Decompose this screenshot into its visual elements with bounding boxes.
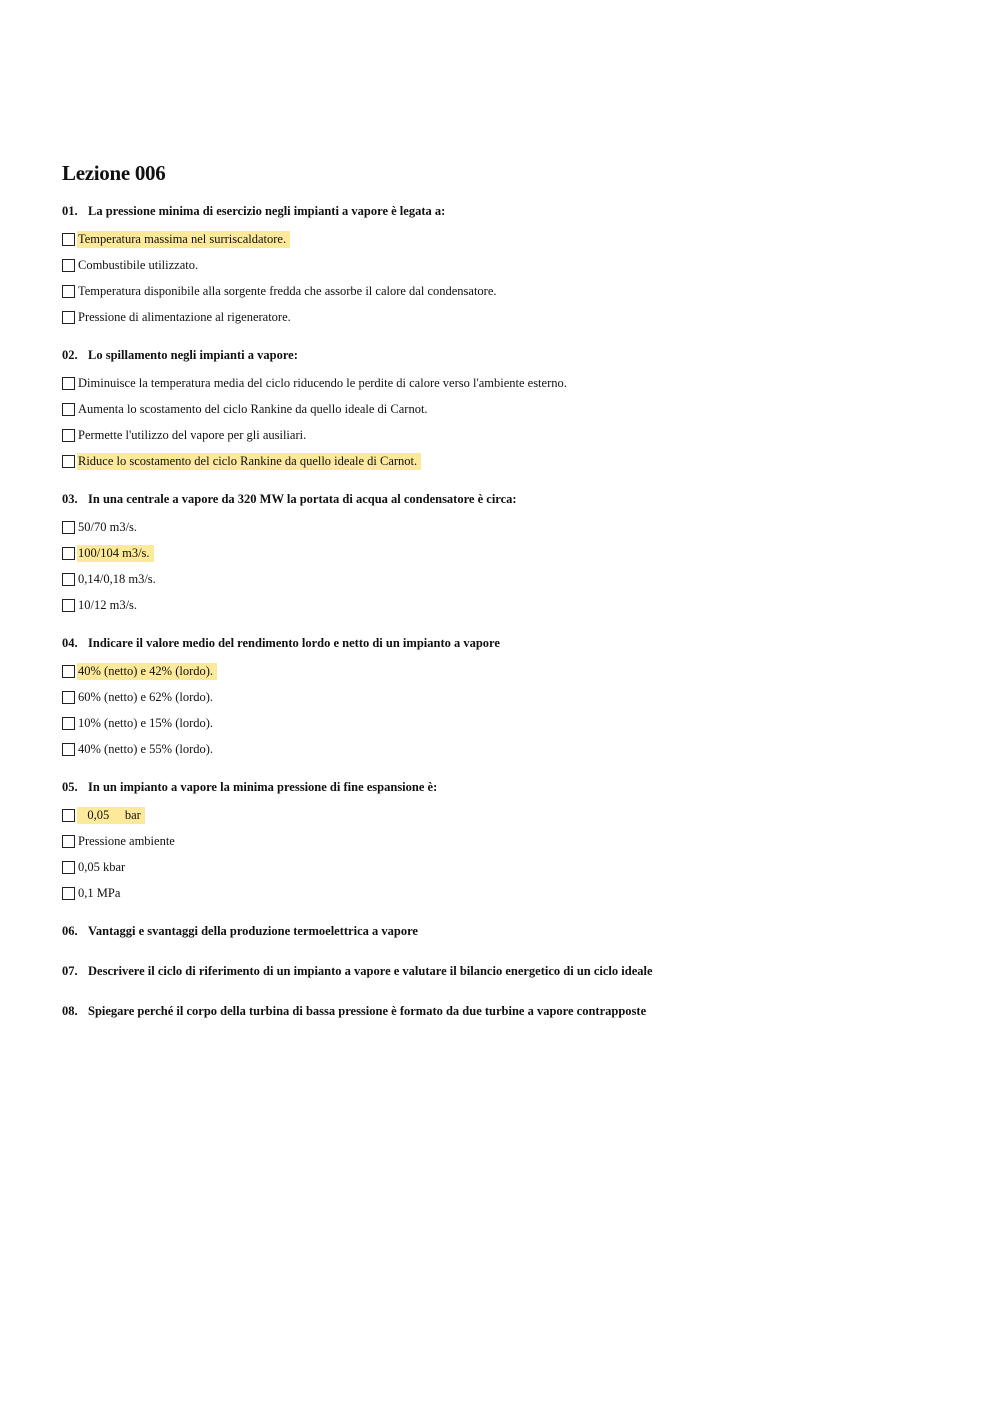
option-item[interactable] [62,658,962,684]
question-number: 03. [62,492,78,506]
option-item[interactable] [62,252,962,278]
checkbox-icon[interactable] [62,835,75,848]
option-item[interactable] [62,396,962,422]
question-text [62,960,962,986]
checkbox-icon[interactable] [62,259,75,272]
question-text [62,632,962,658]
option-label-highlighted: Riduce lo scostamento del ciclo Rankine da quello ideale di Carnot. [77,453,421,470]
option-item[interactable] [62,370,962,396]
option-item[interactable] [62,828,962,854]
page-title: Lezione 006 [62,161,166,185]
document-page [62,158,962,1040]
open-question-list [62,920,962,1026]
option-item[interactable] [62,736,962,762]
checkbox-icon[interactable] [62,547,75,560]
checkbox-icon[interactable] [62,521,75,534]
question-number: 08. [62,1004,78,1018]
option-list [62,370,962,474]
checkbox-icon[interactable] [62,691,75,704]
option-label: 10% (netto) e 15% (lordo). [78,715,214,730]
option-label: Combustibile utilizzato. [78,257,199,272]
question-1 [62,200,962,330]
option-list [62,658,962,762]
question-prompt: In una centrale a vapore da 320 MW la portata di acqua al condensatore è circa: [88,492,517,506]
option-label: 50/70 m3/s. [78,519,138,534]
option-list [62,226,962,330]
option-list [62,802,962,906]
question-number: 07. [62,964,78,978]
question-text [62,200,962,226]
checkbox-icon[interactable] [62,861,75,874]
question-3 [62,488,962,618]
option-label: Pressione di alimentazione al rigeneratore. [78,309,291,324]
checkbox-icon[interactable] [62,599,75,612]
option-list [62,514,962,618]
option-item[interactable] [62,802,962,828]
question-prompt: Descrivere il ciclo di riferimento di un impianto a vapore e valutare il bilancio energetico di un ciclo ideale [88,964,653,978]
option-item[interactable] [62,304,962,330]
checkbox-icon[interactable] [62,455,75,468]
question-2 [62,344,962,474]
checkbox-icon[interactable] [62,809,75,822]
option-label-highlighted: 0,05 bar [77,807,145,824]
option-label: 40% (netto) e 55% (lordo). [78,741,214,756]
option-label: Diminuisce la temperatura media del ciclo riducendo le perdite di calore verso l'ambiente esterno. [78,375,567,390]
option-label: 10/12 m3/s. [78,597,138,612]
question-prompt: La pressione minima di esercizio negli impianti a vapore è legata a: [88,204,446,218]
option-label: 0,05 kbar [78,859,126,874]
question-prompt: In un impianto a vapore la minima pressione di fine espansione è: [88,780,438,794]
option-label-highlighted: 100/104 m3/s. [77,545,154,562]
open-question-8 [62,1000,962,1026]
option-item[interactable] [62,540,962,566]
question-number: 02. [62,348,78,362]
option-item[interactable] [62,226,962,252]
question-4 [62,632,962,762]
question-prompt: Spiegare perché il corpo della turbina di bassa pressione è formato da due turbine a vapore contrapposte [88,1004,647,1018]
open-question-7 [62,960,962,986]
option-item[interactable] [62,854,962,880]
checkbox-icon[interactable] [62,743,75,756]
checkbox-icon[interactable] [62,717,75,730]
option-item[interactable] [62,514,962,540]
checkbox-icon[interactable] [62,403,75,416]
option-item[interactable] [62,278,962,304]
question-text [62,344,962,370]
checkbox-icon[interactable] [62,377,75,390]
question-number: 05. [62,780,78,794]
option-label: Permette l'utilizzo del vapore per gli ausiliari. [78,427,307,442]
question-text [62,1000,962,1026]
option-item[interactable] [62,422,962,448]
question-number: 04. [62,636,78,650]
question-5 [62,776,962,906]
option-item[interactable] [62,880,962,906]
checkbox-icon[interactable] [62,285,75,298]
checkbox-icon[interactable] [62,429,75,442]
option-label: Aumenta lo scostamento del ciclo Rankine da quello ideale di Carnot. [78,401,428,416]
question-number: 06. [62,924,78,938]
question-prompt: Lo spillamento negli impianti a vapore: [88,348,298,362]
question-prompt: Indicare il valore medio del rendimento lordo e netto di un impianto a vapore [88,636,500,650]
option-label: Temperatura disponibile alla sorgente fredda che assorbe il calore dal condensatore. [78,283,497,298]
checkbox-icon[interactable] [62,665,75,678]
option-label: 0,1 MPa [78,885,121,900]
checkbox-icon[interactable] [62,311,75,324]
option-label: Pressione ambiente [78,833,175,848]
option-item[interactable] [62,710,962,736]
option-item[interactable] [62,592,962,618]
open-question-6 [62,920,962,946]
option-label: 60% (netto) e 62% (lordo). [78,689,214,704]
option-item[interactable] [62,566,962,592]
checkbox-icon[interactable] [62,887,75,900]
option-label-highlighted: Temperatura massima nel surriscaldatore. [77,231,290,248]
checkbox-icon[interactable] [62,233,75,246]
option-label: 0,14/0,18 m3/s. [78,571,156,586]
question-text [62,920,962,946]
question-number: 01. [62,204,78,218]
option-label-highlighted: 40% (netto) e 42% (lordo). [77,663,217,680]
option-item[interactable] [62,448,962,474]
question-text [62,776,962,802]
question-text [62,488,962,514]
option-item[interactable] [62,684,962,710]
question-list [62,200,962,906]
checkbox-icon[interactable] [62,573,75,586]
question-prompt: Vantaggi e svantaggi della produzione termoelettrica a vapore [88,924,418,938]
